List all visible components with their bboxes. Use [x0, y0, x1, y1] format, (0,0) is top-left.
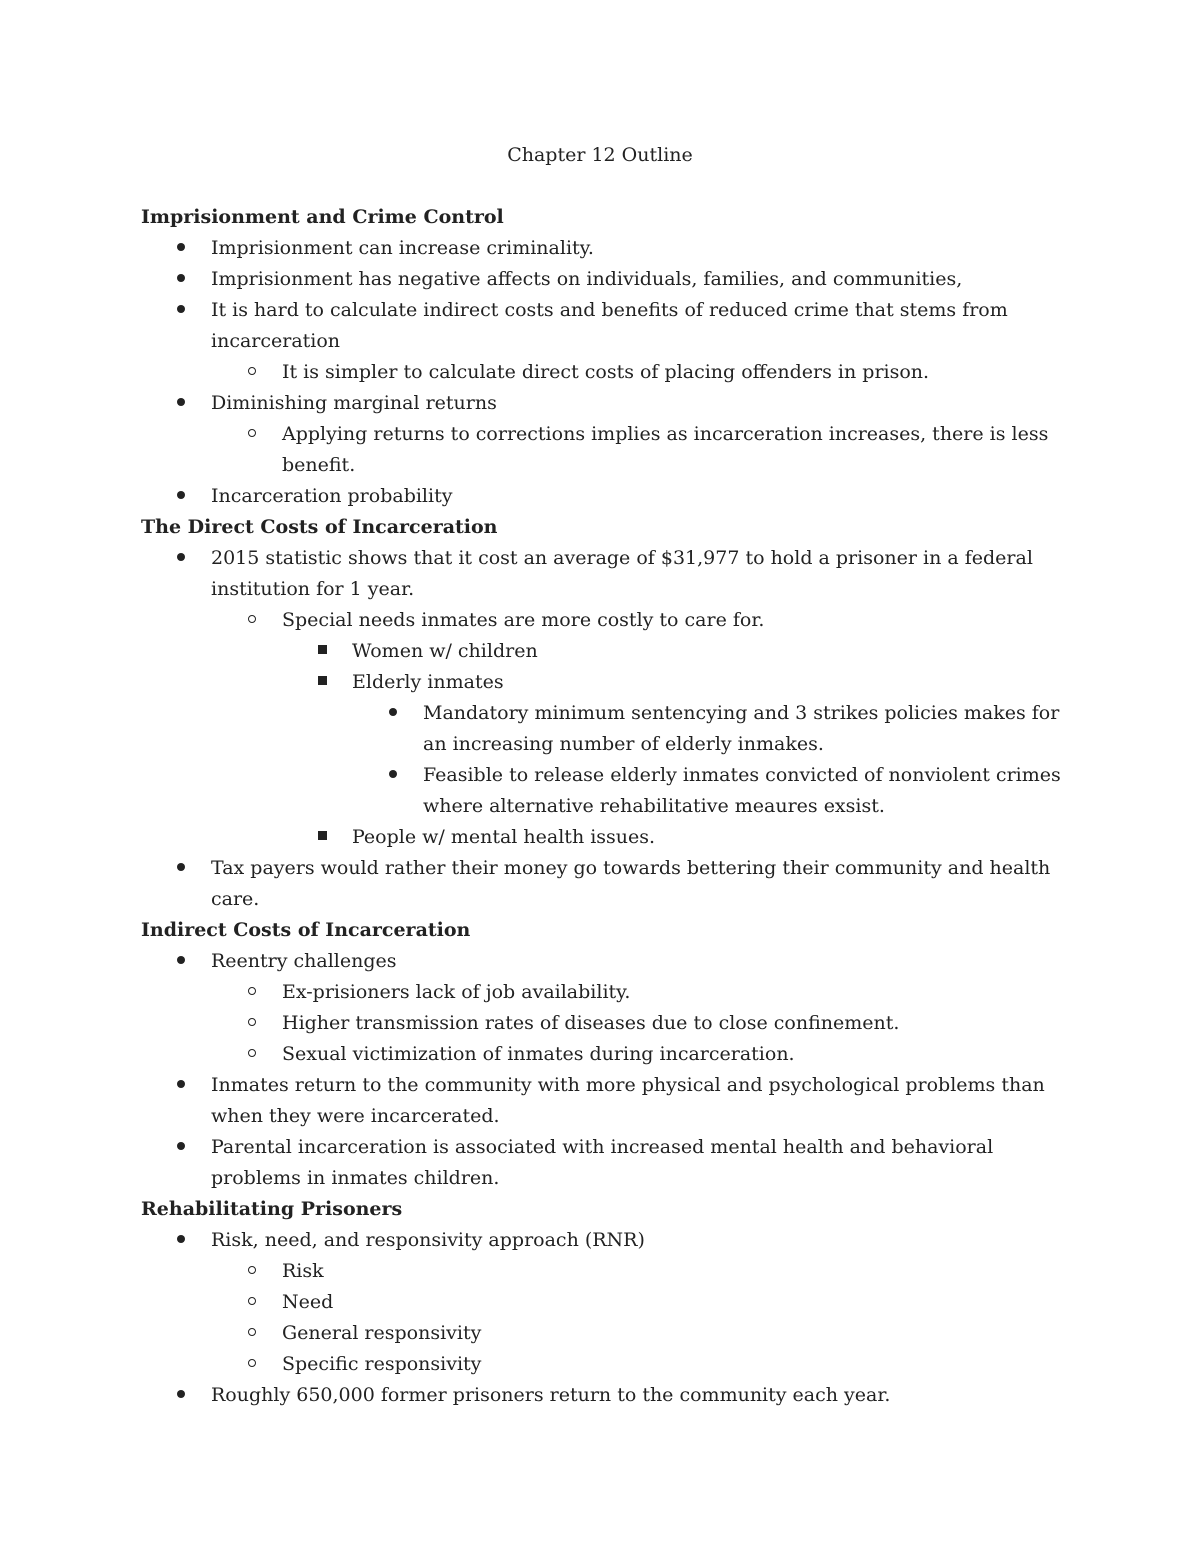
hollow-bullet-icon	[248, 977, 256, 1008]
outline-body	[141, 202, 1081, 1411]
list-item: Diminishing marginal returns	[141, 388, 1081, 419]
list-item: Inmates return to the community with more physical and psychological problems than when they were incarcerated.	[141, 1070, 1081, 1132]
square-bullet-icon	[318, 636, 327, 667]
section-heading-imprisonment: Imprisionment and Crime Control	[141, 206, 504, 228]
list-item: Applying returns to corrections implies as incarceration increases, there is less benefit.	[141, 419, 1081, 481]
square-bullet-icon	[318, 822, 327, 853]
filled-bullet-icon	[389, 698, 397, 729]
hollow-bullet-icon	[248, 1256, 256, 1287]
list-item: Risk	[141, 1256, 1081, 1287]
list-item: Sexual victimization of inmates during incarceration.	[141, 1039, 1081, 1070]
list-item: It is simpler to calculate direct costs of placing offenders in prison.	[141, 357, 1081, 388]
section-list-imprisonment	[141, 233, 1081, 512]
page-title: Chapter 12 Outline	[507, 144, 693, 166]
hollow-bullet-icon	[248, 1349, 256, 1380]
list-item: Parental incarceration is associated with increased mental health and behavioral problems in inmates children.	[141, 1132, 1081, 1194]
list-item: Women w/ children	[141, 636, 1081, 667]
hollow-bullet-icon	[248, 357, 256, 388]
hollow-bullet-icon	[248, 1318, 256, 1349]
list-item: Imprisionment can increase criminality.	[141, 233, 1081, 264]
square-bullet-icon	[318, 667, 327, 698]
filled-bullet-icon	[177, 853, 185, 884]
list-item: Ex-prisioners lack of job availability.	[141, 977, 1081, 1008]
hollow-bullet-icon	[248, 1039, 256, 1070]
section-heading-indirect-costs: Indirect Costs of Incarceration	[141, 919, 471, 941]
list-item: General responsivity	[141, 1318, 1081, 1349]
list-item: Incarceration probability	[141, 481, 1081, 512]
section-list-rehabilitating	[141, 1225, 1081, 1411]
hollow-bullet-icon	[248, 419, 256, 450]
list-item: Reentry challenges	[141, 946, 1081, 977]
section-list-direct-costs	[141, 543, 1081, 915]
list-item: 2015 statistic shows that it cost an average of $31,977 to hold a prisoner in a federal institution for 1 year.	[141, 543, 1081, 605]
section-heading-rehabilitating: Rehabilitating Prisoners	[141, 1198, 403, 1220]
list-item: People w/ mental health issues.	[141, 822, 1081, 853]
hollow-bullet-icon	[248, 605, 256, 636]
filled-bullet-icon	[177, 295, 185, 326]
filled-bullet-icon	[177, 946, 185, 977]
list-item: It is hard to calculate indirect costs and benefits of reduced crime that stems from incarceration	[141, 295, 1081, 357]
list-item: Roughly 650,000 former prisoners return to the community each year.	[141, 1380, 1081, 1411]
filled-bullet-icon	[389, 760, 397, 791]
filled-bullet-icon	[177, 543, 185, 574]
list-item: Need	[141, 1287, 1081, 1318]
section-list-indirect-costs	[141, 946, 1081, 1194]
filled-bullet-icon	[177, 233, 185, 264]
list-item: Specific responsivity	[141, 1349, 1081, 1380]
filled-bullet-icon	[177, 264, 185, 295]
list-item: Special needs inmates are more costly to care for.	[141, 605, 1081, 636]
filled-bullet-icon	[177, 388, 185, 419]
list-item: Imprisionment has negative affects on individuals, families, and communities,	[141, 264, 1081, 295]
hollow-bullet-icon	[248, 1008, 256, 1039]
filled-bullet-icon	[177, 1070, 185, 1101]
list-item: Feasible to release elderly inmates convicted of nonviolent crimes where alternative rehabilitative meaures exsist.	[141, 760, 1081, 822]
list-item: Elderly inmates	[141, 667, 1081, 698]
filled-bullet-icon	[177, 1380, 185, 1411]
list-item: Risk, need, and responsivity approach (RNR)	[141, 1225, 1081, 1256]
filled-bullet-icon	[177, 1132, 185, 1163]
list-item: Tax payers would rather their money go towards bettering their community and health care.	[141, 853, 1081, 915]
hollow-bullet-icon	[248, 1287, 256, 1318]
section-heading-direct-costs: The Direct Costs of Incarceration	[141, 516, 498, 538]
filled-bullet-icon	[177, 481, 185, 512]
list-item: Higher transmission rates of diseases due to close confinement.	[141, 1008, 1081, 1039]
list-item: Mandatory minimum sentencying and 3 strikes policies makes for an increasing number of elderly inmakes.	[141, 698, 1081, 760]
filled-bullet-icon	[177, 1225, 185, 1256]
